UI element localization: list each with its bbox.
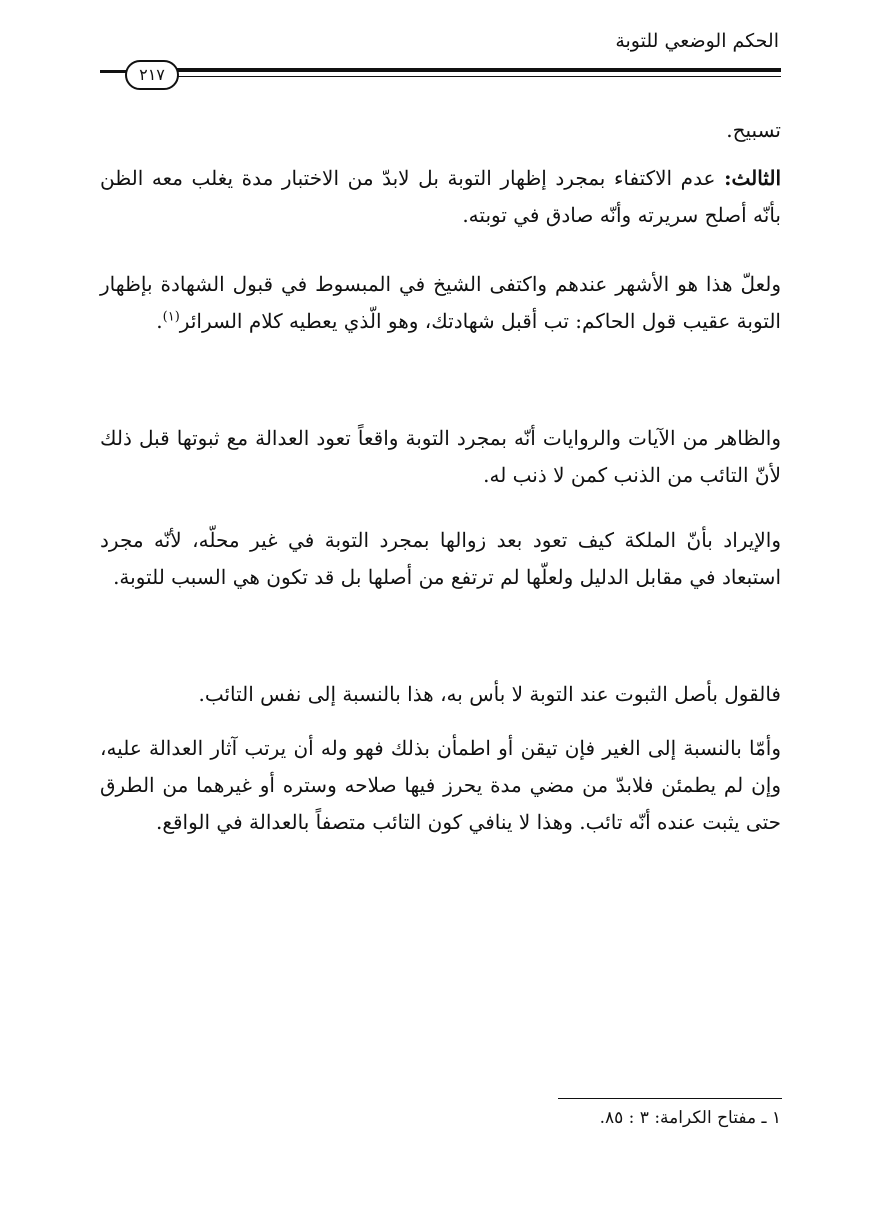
footnote-separator: [558, 1098, 782, 1099]
paragraph-end: .: [156, 309, 163, 333]
paragraph-lead-word: الثالث: [731, 166, 781, 190]
paragraph-3: [100, 266, 781, 340]
paragraph-2: [100, 160, 781, 234]
header-rule-thin: [175, 76, 781, 77]
header-rule: [175, 68, 781, 72]
paragraph-5: والإيراد بأنّ الملكة كيف تعود بعد زوالها بمجرد التوبة في غير محلّه، لأنّه مجرد استبعاد في مقابل الدليل ولعلّها لم ترتفع من أصلها بل قد تكون هي السبب للتوبة.: [100, 528, 781, 589]
paragraph-6: فالقول بأصل الثبوت عند التوبة لا بأس به، هذا بالنسبة إلى نفس التائب.: [198, 682, 781, 706]
header-rule-left: [100, 70, 126, 73]
running-title: الحكم الوضعي للتوبة: [615, 30, 779, 52]
paragraph-lead-colon: :: [724, 166, 732, 190]
paragraph-4: والظاهر من الآيات والروايات أنّه بمجرد التوبة واقعاً تعود العدالة مع ثبوتها قبل ذلك لأنّ التائب من الذنب كمن لا ذنب له.: [100, 426, 781, 487]
footnote-reference[interactable]: (١): [162, 309, 180, 325]
paragraph-text: ولعلّ هذا هو الأشهر عندهم واكتفى الشيخ في المبسوط في قبول الشهادة بإظهار التوبة عقيب قول الحاكم: تب أقبل شهادتك، وهو الّذي يعطيه كلام السرائر: [100, 272, 781, 333]
footnote: ١ ـ مفتاح الكرامة: ٣ : ٨٥.: [599, 1108, 781, 1128]
paragraph-text: عدم الاكتفاء بمجرد إظهار التوبة بل لابدّ من الاختبار مدة يغلب معه الظن بأنّه أصلح سريرته وأنّه صادق في توبته.: [100, 166, 781, 227]
paragraph-1: تسبيح.: [726, 118, 781, 142]
page-number: ٢١٧: [125, 60, 179, 90]
paragraph-7: وأمّا بالنسبة إلى الغير فإن تيقن أو اطمأن بذلك فهو وله أن يرتب آثار العدالة عليه، وإن لم يطمئن فلابدّ من مضي مدة يحرز فيها صلاحه وستره أو غيرهما من الطرق حتى يثبت عنده أنّه تائب. وهذا لا ينافي كون التائب متصفاً بالعدالة في الواقع.: [100, 736, 781, 834]
